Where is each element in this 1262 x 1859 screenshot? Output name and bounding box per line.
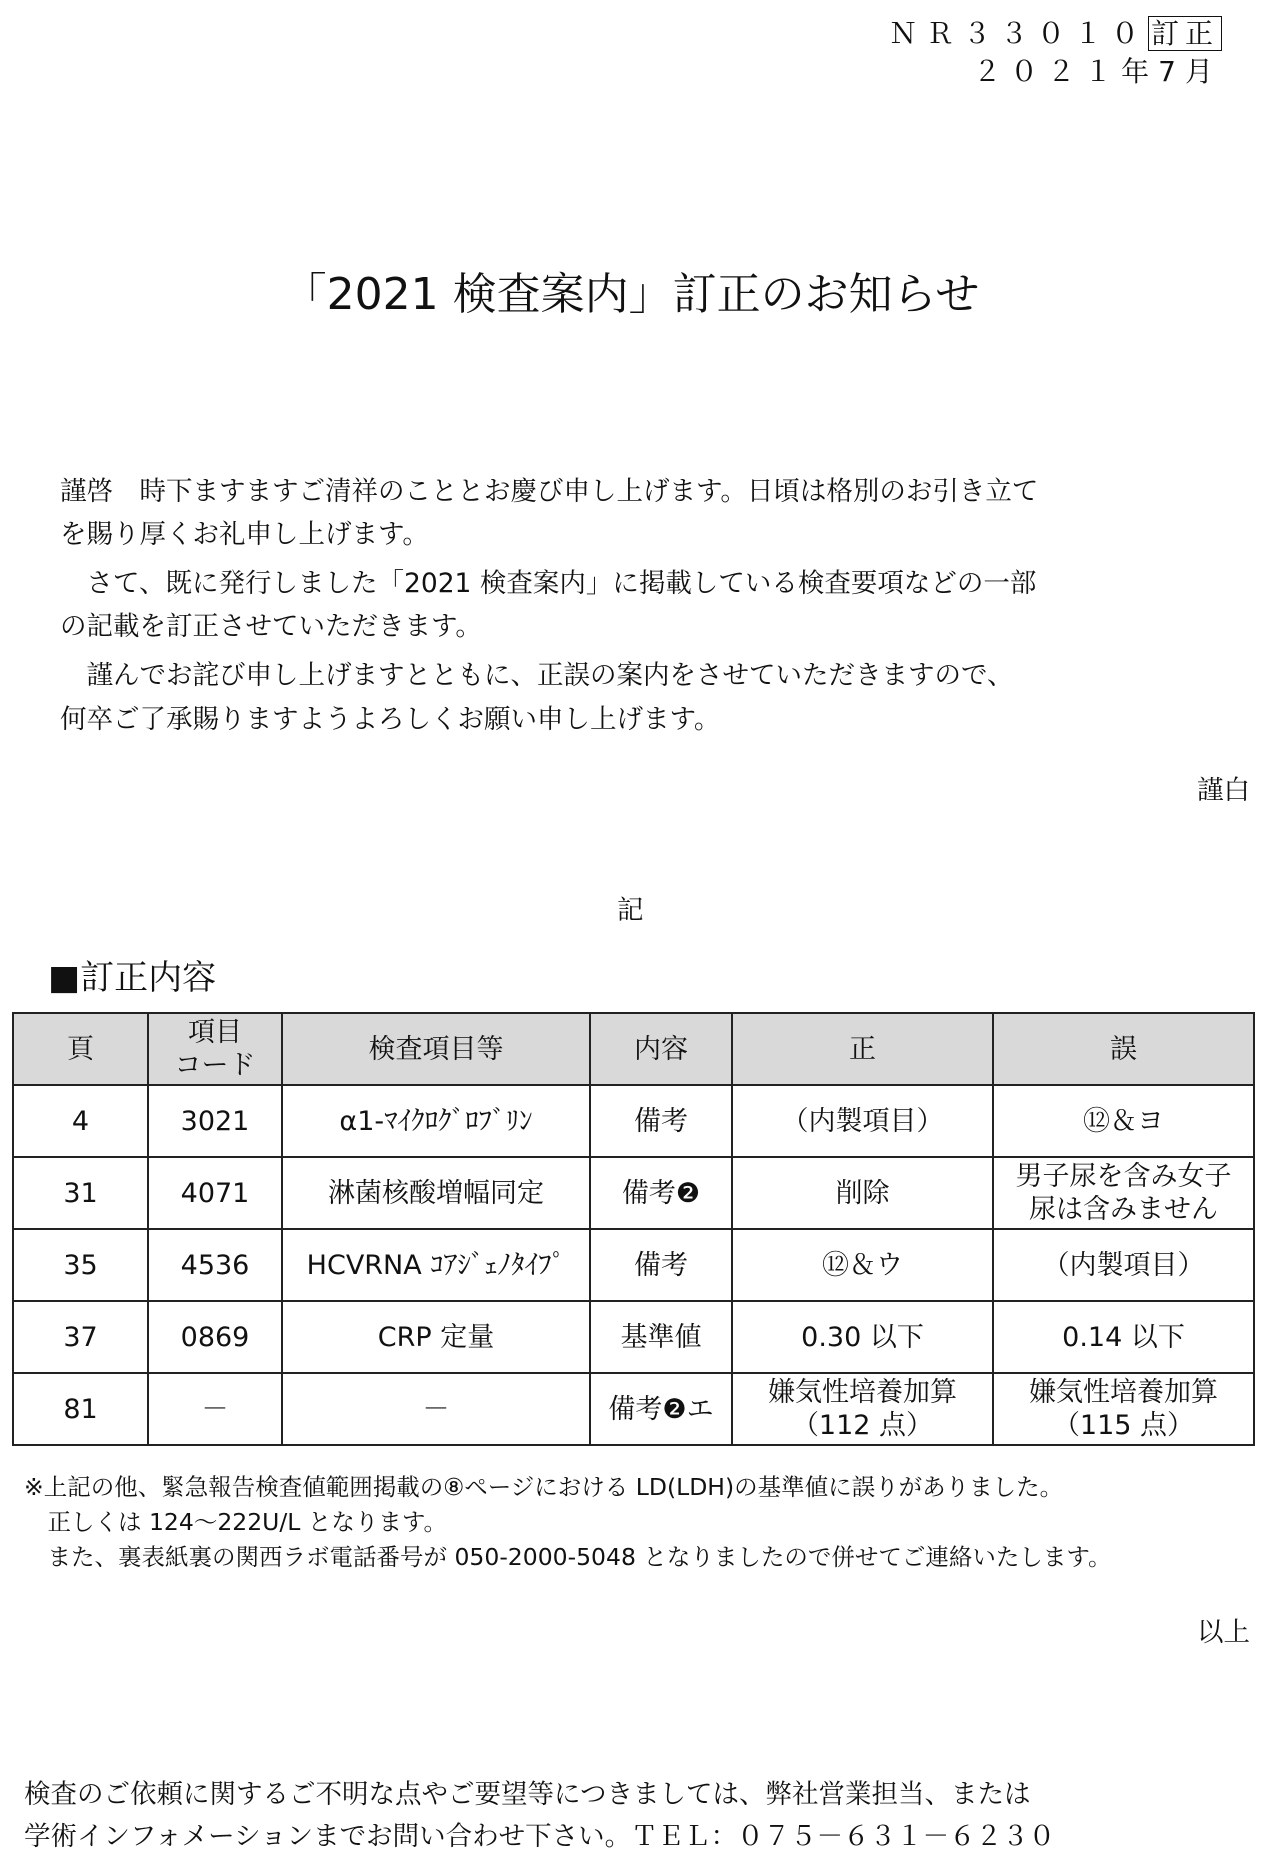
cell-content: 備考 bbox=[590, 1085, 732, 1157]
cell-correct: （内製項目） bbox=[732, 1085, 993, 1157]
header-test-item: 検査項目等 bbox=[282, 1013, 590, 1085]
cell-error: 0.14 以下 bbox=[993, 1301, 1254, 1373]
closing-kinpaku: 謹白 bbox=[1197, 775, 1250, 806]
body-line-3: さて、既に発行しました「2021 検査案内」に掲載している検査要項などの一部 bbox=[60, 568, 1037, 599]
body-line-5: 謹んでお詫び申し上げますとともに、正誤の案内をさせていただきますので、 bbox=[60, 660, 1014, 691]
cell-test-item: CRP 定量 bbox=[282, 1301, 590, 1373]
header-error: 誤 bbox=[993, 1013, 1254, 1085]
document-date: ２０２１年7月 bbox=[973, 55, 1222, 88]
cell-page: 35 bbox=[13, 1229, 148, 1301]
cell-correct: 削除 bbox=[732, 1157, 993, 1229]
body-line-1: 謹啓 時下ますますご清祥のこととお慶び申し上げます。日頃は格別のお引き立て bbox=[60, 476, 1039, 507]
ki-marker: 記 bbox=[617, 895, 644, 926]
table-row bbox=[13, 1157, 1254, 1229]
document-number-prefix: ＮＲ３３０１０ bbox=[888, 17, 1148, 50]
cell-test-item: α1-ﾏｲｸﾛｸﾞﾛﾌﾞﾘﾝ bbox=[282, 1085, 590, 1157]
header-item-code: 項目 コード bbox=[148, 1013, 282, 1085]
cell-content: 備考 bbox=[590, 1229, 732, 1301]
cell-correct: ⑫＆ウ bbox=[732, 1229, 993, 1301]
cell-error: 男子尿を含み女子 尿は含みません bbox=[993, 1157, 1254, 1229]
cell-error: ⑫＆ヨ bbox=[993, 1085, 1254, 1157]
cell-correct: 0.30 以下 bbox=[732, 1301, 993, 1373]
document-number bbox=[889, 12, 1222, 52]
cell-error: （内製項目） bbox=[993, 1229, 1254, 1301]
footer-line-1: 検査のご依頼に関するご不明な点やご要望等につきましては、弊社営業担当、または bbox=[24, 1779, 1031, 1810]
header-correct: 正 bbox=[732, 1013, 993, 1085]
cell-test-item: HCVRNA ｺｱｼﾞｪﾉﾀｲﾌﾟ bbox=[282, 1229, 590, 1301]
correction-table-wrapper bbox=[12, 1012, 1255, 1446]
cell-item-code: － bbox=[148, 1373, 282, 1445]
revision-stamp: 訂正 bbox=[1148, 16, 1222, 51]
note-line-2: 正しくは 124～222U/L となります。 bbox=[24, 1508, 447, 1536]
cell-content: 備考❷エ bbox=[590, 1373, 732, 1445]
body-line-6: 何卒ご了承賜りますようよろしくお願い申し上げます。 bbox=[60, 704, 721, 735]
cell-item-code: 3021 bbox=[148, 1085, 282, 1157]
table-row bbox=[13, 1085, 1254, 1157]
body-line-4: の記載を訂正させていただきます。 bbox=[60, 611, 482, 642]
cell-item-code: 4071 bbox=[148, 1157, 282, 1229]
cell-item-code: 0869 bbox=[148, 1301, 282, 1373]
cell-page: 4 bbox=[13, 1085, 148, 1157]
note-line-1: ※上記の他、緊急報告検査値範囲掲載の⑧ページにおける LD(LDH)の基準値に誤りがありました。 bbox=[24, 1473, 1064, 1501]
cell-test-item: 淋菌核酸増幅同定 bbox=[282, 1157, 590, 1229]
table-header-row bbox=[13, 1013, 1254, 1085]
cell-correct: 嫌気性培養加算 （112 点） bbox=[732, 1373, 993, 1445]
footer-line-2: 学術インフォメーションまでお問い合わせ下さい。ＴＥＬ：０７５－６３１－６２３０ bbox=[24, 1821, 1056, 1852]
section-heading: ■訂正内容 bbox=[48, 958, 217, 998]
page-title: 「2021 検査案内」訂正のお知らせ bbox=[282, 269, 980, 320]
body-line-2: を賜り厚くお礼申し上げます。 bbox=[60, 519, 429, 550]
cell-content: 基準値 bbox=[590, 1301, 732, 1373]
header-content: 内容 bbox=[590, 1013, 732, 1085]
header-page: 頁 bbox=[13, 1013, 148, 1085]
correction-table bbox=[12, 1012, 1255, 1446]
cell-test-item: － bbox=[282, 1373, 590, 1445]
table-row bbox=[13, 1373, 1254, 1445]
cell-content: 備考❷ bbox=[590, 1157, 732, 1229]
cell-page: 81 bbox=[13, 1373, 148, 1445]
table-row bbox=[13, 1301, 1254, 1373]
closing-ijou: 以上 bbox=[1197, 1617, 1250, 1648]
cell-page: 31 bbox=[13, 1157, 148, 1229]
table-row bbox=[13, 1229, 1254, 1301]
note-line-3: また、裏表紙裏の関西ラボ電話番号が 050-2000-5048 となりましたので併せてご連絡いたします。 bbox=[24, 1543, 1112, 1571]
cell-error: 嫌気性培養加算 （115 点） bbox=[993, 1373, 1254, 1445]
cell-item-code: 4536 bbox=[148, 1229, 282, 1301]
cell-page: 37 bbox=[13, 1301, 148, 1373]
